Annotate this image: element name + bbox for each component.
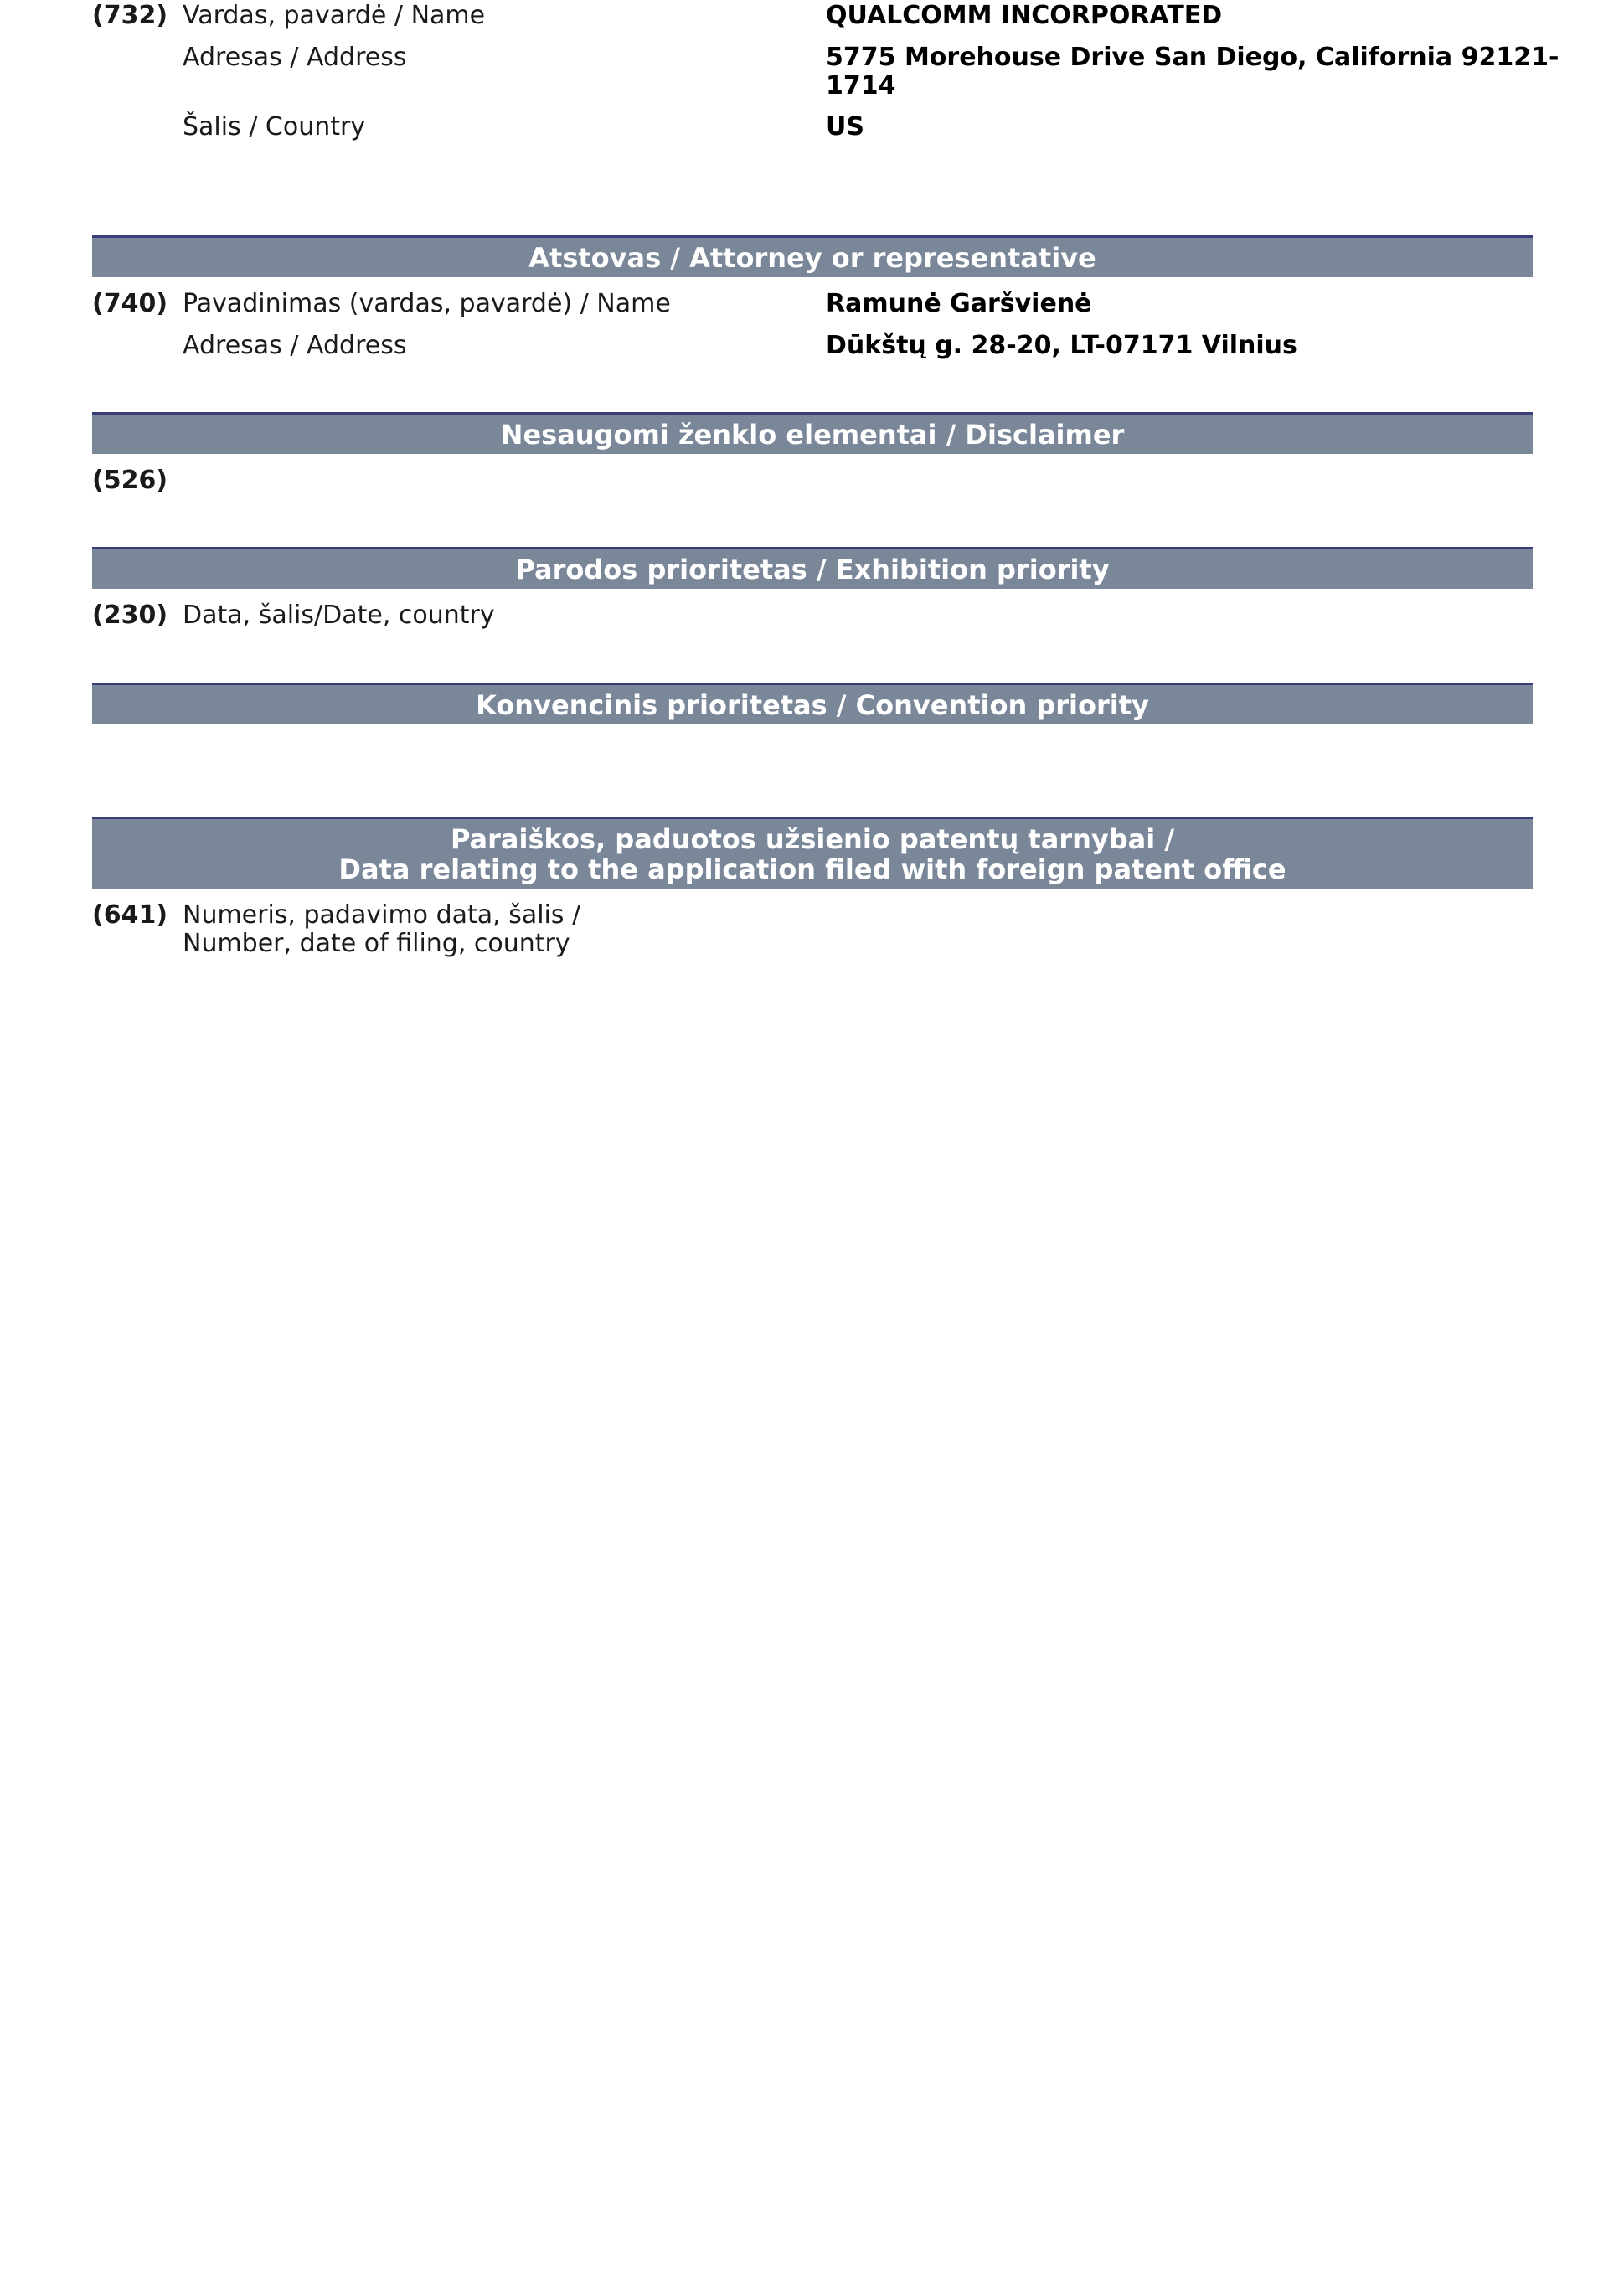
attorney-address-value: Dūkštų g. 28-20, LT-07171 Vilnius (826, 331, 1297, 360)
disclaimer-section-header (92, 412, 1533, 454)
exhibition-priority-header-text: Parodos prioritetas / Exhibition priority (515, 554, 1110, 585)
convention-priority-section-header (92, 683, 1533, 724)
attorney-address-label: Adresas / Address (183, 331, 407, 360)
disclaimer-header-text: Nesaugomi ženklo elementai / Disclaimer (500, 419, 1125, 451)
foreign-applications-code: (641) (92, 900, 168, 930)
foreign-applications-header-line2: Data relating to the application filed with foreign patent office (338, 853, 1286, 885)
applicant-country-label: Šalis / Country (183, 112, 366, 142)
applicant-country-value: US (826, 112, 864, 142)
applicant-address-line1: 5775 Morehouse Drive San Diego, California 92121- (826, 43, 1560, 72)
applicant-name-value: QUALCOMM INCORPORATED (826, 1, 1223, 30)
foreign-applications-label (183, 901, 819, 958)
exhibition-priority-label: Data, šalis/Date, country (183, 600, 495, 630)
attorney-name-label: Pavadinimas (vardas, pavardė) / Name (183, 289, 671, 318)
applicant-address-label: Adresas / Address (183, 43, 407, 72)
foreign-applications-label-line2: Number, date of filing, country (183, 929, 570, 958)
applicant-address-line2: 1714 (826, 71, 896, 101)
attorney-header-text: Atstovas / Attorney or representative (528, 242, 1096, 274)
foreign-applications-label-line1: Numeris, padavimo data, šalis / (183, 900, 581, 930)
foreign-applications-section-header (92, 817, 1533, 889)
exhibition-priority-section-header (92, 547, 1533, 589)
applicant-code: (732) (92, 1, 168, 30)
applicant-address-value (826, 44, 1613, 101)
attorney-section-header (92, 235, 1533, 277)
attorney-name-value: Ramunė Garšvienė (826, 289, 1092, 318)
exhibition-priority-code: (230) (92, 600, 168, 630)
attorney-code: (740) (92, 289, 168, 318)
disclaimer-code: (526) (92, 466, 168, 495)
foreign-applications-header-line1: Paraiškos, paduotos užsienio patentų tarnybai / (450, 823, 1175, 855)
applicant-name-label: Vardas, pavardė / Name (183, 1, 486, 30)
convention-priority-header-text: Konvencinis prioritetas / Convention priority (476, 689, 1149, 721)
